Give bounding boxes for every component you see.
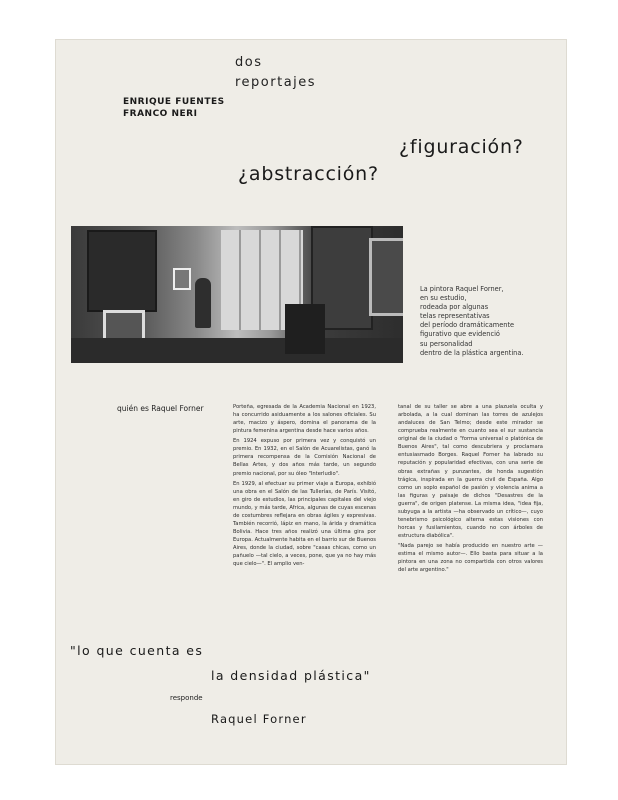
caption-line: en su estudio, bbox=[420, 294, 467, 303]
body-paragraph: Porteña, egresada de la Academia Nacional en 1923, ha concurrido asiduamente a los salones oficiales. Su arte, macizo y áspero, domina el panorama de la pintura femenina argentina desde hace varios años. bbox=[233, 404, 376, 435]
floor-shape bbox=[71, 338, 403, 363]
magazine-page bbox=[56, 40, 566, 764]
kicker-line-2: reportajes bbox=[235, 75, 317, 90]
body-paragraph: "Nada parejo se había producido en nuestro arte —estima el mismo autor—. Ello basta para situar a la pintora en una zona no compartida con otros valores del arte argentino." bbox=[398, 543, 543, 574]
body-paragraph: En 1929, al efectuar su primer viaje a Europa, exhibió una obra en el Salón de las Tullerías, de París. Visitó, en giro de estudios, las principales capitales del viejo mundo, y más tarde, Africa, algunas de cuyas escenas de costumbres reflejara en obras ágiles y expresivas. También recorrió, lápiz en mano, la árida y dramática Bolivia. Hace tres años realizó una última gira por Europa. Actualmente habita en el barrio sur de Buenos Aires, donde la ciudad, sobre "casas chicas, como un pañuelo —tal cielo, a veces, pone, que ya no hay más que cielo—". El amplio ven- bbox=[233, 480, 376, 568]
studio-photo bbox=[71, 226, 403, 363]
pull-quote-line-2: la densidad plástica" bbox=[211, 668, 371, 683]
caption-line: telas representativas bbox=[420, 312, 490, 321]
caption-line: del período dramáticamente bbox=[420, 321, 515, 330]
section-heading: quién es Raquel Forner bbox=[117, 404, 204, 413]
body-column-1 bbox=[233, 403, 376, 570]
headline-2: ¿abstracción? bbox=[238, 163, 379, 185]
body-paragraph: En 1924 expuso por primera vez y conquistó un premio. En 1932, en el Salón de Acuarelistas, ganó la primera recompensa de la Comisión Nacional de Bellas Artes, y dos años más tarde, un segundo premio nacional, por su óleo "Interludio". bbox=[233, 438, 376, 477]
caption-line: La pintora Raquel Forner, bbox=[420, 285, 504, 293]
pull-quote-line-1: "lo que cuenta es bbox=[70, 643, 204, 658]
caption-line: su personalidad bbox=[420, 339, 473, 348]
figure-shape bbox=[195, 278, 211, 328]
dark-canvas-shape bbox=[285, 304, 325, 354]
author-2: FRANCO NERI bbox=[123, 109, 198, 120]
painting-shape bbox=[87, 230, 157, 312]
caption-line: figurativo que evidenció bbox=[420, 330, 500, 339]
body-paragraph: tanal de su taller se abre a una plazuela oculta y arbolada, a la cual dominan las torres de azulejos andaluces de San Telmo; desde este mirador se comprueba realmente en cuanto sea el sur sustancia original de la ciudad o "forma universal o platónica de Buenos Aires", tal como descubriera y proclamara entusiasmado Borges. Raquel Forner ha labrado su reputación y popularidad efectivas, con una serie de obras extrañas y punzantes, de honda sugestión trágica, inspirada en la guerra civil de España. Algo como un soplo español de pasión y violencia anima a las figuras y paisaje de dichos "Desastres de la guerra", de origen platense. La misma idea, "idea fija, subyuga a la artista —ha observado un crítico—, cuyo tenebrismo psicológico alterna estas visiones con horcas y fusilamientos, cuando no con árboles de estructura diabólica". bbox=[398, 404, 543, 539]
author-block bbox=[123, 96, 225, 120]
caption-line: dentro de la plástica argentina. bbox=[420, 348, 524, 357]
portrait-painting-shape bbox=[369, 238, 403, 316]
frame-shape bbox=[173, 268, 191, 290]
interviewee-name: Raquel Forner bbox=[211, 712, 307, 726]
headline-1: ¿figuración? bbox=[399, 136, 524, 158]
kicker-line-1: dos bbox=[235, 55, 263, 70]
body-column-2 bbox=[398, 403, 543, 576]
responde-label: responde bbox=[170, 694, 203, 702]
caption-line: rodeada por algunas bbox=[420, 303, 489, 312]
author-1: ENRIQUE FUENTES bbox=[123, 97, 225, 107]
photo-caption bbox=[420, 285, 572, 358]
